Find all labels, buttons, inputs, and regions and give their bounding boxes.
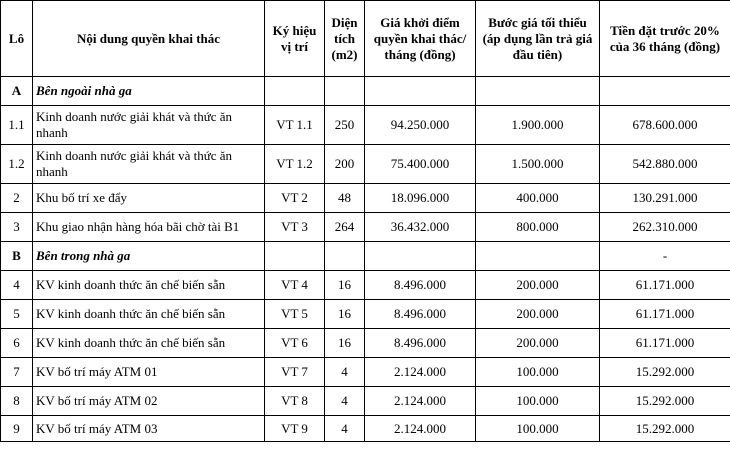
cell-lo: 9 <box>1 416 33 442</box>
header-min-step: Bước giá tối thiểu (áp dụng lần trả giá đầu tiên) <box>476 1 600 77</box>
cell-min-step: 1.900.000 <box>476 106 600 145</box>
section-row-b <box>1 242 730 271</box>
cell-area: 4 <box>325 358 365 387</box>
table-row <box>1 106 730 145</box>
cell-area: 4 <box>325 416 365 442</box>
cell-min-step: 200.000 <box>476 300 600 329</box>
cell-start-price: 75.400.000 <box>365 145 476 184</box>
cell-area: 200 <box>325 145 365 184</box>
table-row <box>1 145 730 184</box>
cell-min-step: 100.000 <box>476 416 600 442</box>
table-row <box>1 387 730 416</box>
cell-min-step: 100.000 <box>476 358 600 387</box>
cell-content: Kinh doanh nước giải khát và thức ăn nhanh <box>33 106 265 145</box>
cell-symbol: VT 6 <box>265 329 325 358</box>
cell-area: 48 <box>325 184 365 213</box>
section-id: A <box>1 77 33 106</box>
cell-deposit: 542.880.000 <box>600 145 730 184</box>
cell-area: 16 <box>325 300 365 329</box>
cell-start-price: 36.432.000 <box>365 213 476 242</box>
cell-area: 16 <box>325 329 365 358</box>
cell-start-price: 18.096.000 <box>365 184 476 213</box>
cell-lo: 5 <box>1 300 33 329</box>
cell-content: KV bố trí máy ATM 03 <box>33 416 265 442</box>
cell-deposit: 678.600.000 <box>600 106 730 145</box>
cell-content: KV bố trí máy ATM 01 <box>33 358 265 387</box>
cell-lo: 1.2 <box>1 145 33 184</box>
table-row <box>1 416 730 442</box>
cell-lo: 2 <box>1 184 33 213</box>
cell-lo: 7 <box>1 358 33 387</box>
cell-lo: 3 <box>1 213 33 242</box>
cell-symbol: VT 7 <box>265 358 325 387</box>
cell-area: 16 <box>325 271 365 300</box>
cell-start-price: 2.124.000 <box>365 387 476 416</box>
cell-min-step: 200.000 <box>476 329 600 358</box>
cell-min-step: 1.500.000 <box>476 145 600 184</box>
header-symbol: Ký hiệu vị trí <box>265 1 325 77</box>
cell-symbol: VT 9 <box>265 416 325 442</box>
table-row <box>1 271 730 300</box>
cell-lo: 1.1 <box>1 106 33 145</box>
cell-content: Kinh doanh nước giải khát và thức ăn nhanh <box>33 145 265 184</box>
cell-symbol: VT 1.1 <box>265 106 325 145</box>
cell-deposit: 61.171.000 <box>600 271 730 300</box>
cell-start-price: 2.124.000 <box>365 416 476 442</box>
cell-symbol: VT 8 <box>265 387 325 416</box>
cell-lo: 6 <box>1 329 33 358</box>
table-row <box>1 358 730 387</box>
cell-area: 4 <box>325 387 365 416</box>
cell-deposit: 130.291.000 <box>600 184 730 213</box>
cell-symbol: VT 2 <box>265 184 325 213</box>
cell-deposit: 15.292.000 <box>600 416 730 442</box>
cell-start-price: 8.496.000 <box>365 300 476 329</box>
header-content: Nội dung quyền khai thác <box>33 1 265 77</box>
cell-content: Khu giao nhận hàng hóa bãi chờ tài B1 <box>33 213 265 242</box>
cell-symbol: VT 1.2 <box>265 145 325 184</box>
cell-deposit: 61.171.000 <box>600 300 730 329</box>
cell-lo: 8 <box>1 387 33 416</box>
cell-symbol: VT 3 <box>265 213 325 242</box>
header-row <box>1 1 730 77</box>
cell-content: KV kinh doanh thức ăn chế biến sẵn <box>33 329 265 358</box>
cell-content: KV kinh doanh thức ăn chế biến sẵn <box>33 300 265 329</box>
cell-area: 250 <box>325 106 365 145</box>
cell-deposit: 15.292.000 <box>600 358 730 387</box>
table-row <box>1 300 730 329</box>
cell-start-price: 94.250.000 <box>365 106 476 145</box>
cell-deposit: 61.171.000 <box>600 329 730 358</box>
section-id: B <box>1 242 33 271</box>
cell-min-step: 100.000 <box>476 387 600 416</box>
cell-lo: 4 <box>1 271 33 300</box>
section-label: Bên trong nhà ga <box>33 242 265 271</box>
cell-symbol: VT 4 <box>265 271 325 300</box>
section-deposit <box>600 77 730 106</box>
header-start-price: Giá khởi điểm quyền khai thác/ tháng (đồng) <box>365 1 476 77</box>
header-deposit: Tiền đặt trước 20% của 36 tháng (đồng) <box>600 1 730 77</box>
cell-content: Khu bố trí xe đẩy <box>33 184 265 213</box>
section-row-a <box>1 77 730 106</box>
cell-content: KV kinh doanh thức ăn chế biến sẵn <box>33 271 265 300</box>
cell-deposit: 15.292.000 <box>600 387 730 416</box>
table-row <box>1 213 730 242</box>
cell-min-step: 400.000 <box>476 184 600 213</box>
table-row <box>1 184 730 213</box>
cell-symbol: VT 5 <box>265 300 325 329</box>
section-deposit: - <box>600 242 730 271</box>
section-label: Bên ngoài nhà ga <box>33 77 265 106</box>
cell-start-price: 8.496.000 <box>365 271 476 300</box>
cell-min-step: 800.000 <box>476 213 600 242</box>
header-area: Diện tích (m2) <box>325 1 365 77</box>
cell-area: 264 <box>325 213 365 242</box>
cell-start-price: 8.496.000 <box>365 329 476 358</box>
cell-start-price: 2.124.000 <box>365 358 476 387</box>
cell-deposit: 262.310.000 <box>600 213 730 242</box>
header-lo: Lô <box>1 1 33 77</box>
cell-min-step: 200.000 <box>476 271 600 300</box>
table-row <box>1 329 730 358</box>
cell-content: KV bố trí máy ATM 02 <box>33 387 265 416</box>
